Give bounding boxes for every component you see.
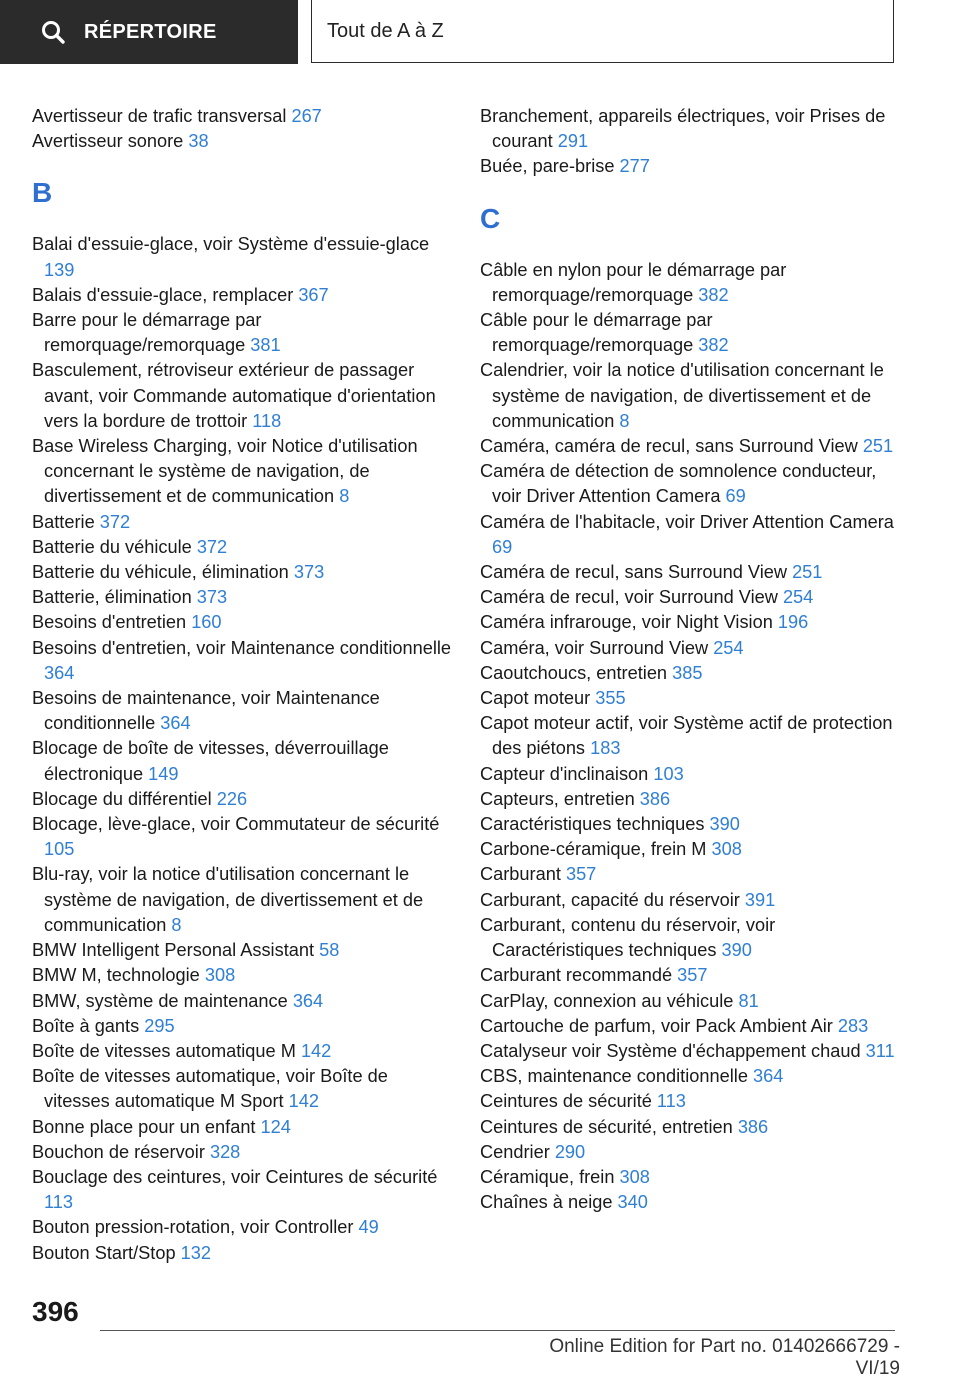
index-entry <box>480 1190 900 1215</box>
page-link[interactable]: 291 <box>557 131 589 152</box>
page-link[interactable]: 386 <box>737 1116 769 1137</box>
index-entry <box>480 1014 900 1039</box>
index-entry-text: BMW M, technologie <box>32 965 200 986</box>
index-entry-text: Buée, pare-brise <box>480 156 615 177</box>
page-link[interactable]: 308 <box>711 839 742 860</box>
page-link[interactable]: 226 <box>216 788 248 809</box>
page-link[interactable]: 105 <box>44 839 75 860</box>
page-link[interactable]: 267 <box>291 106 322 126</box>
index-entry <box>480 510 900 560</box>
page-link[interactable]: 160 <box>191 612 222 633</box>
index-entry-text: Blocage, lève-glace, voir Commutateur de sécurité <box>32 814 440 835</box>
page-link[interactable]: 391 <box>744 889 776 910</box>
index-entry <box>480 1039 900 1064</box>
index-entry-text: Blocage du différentiel <box>32 788 212 809</box>
page-link[interactable]: 69 <box>725 486 746 507</box>
index-entry-text: Caméra de détection de somnolence conducteur, voir Driver Attention Camera <box>480 461 877 507</box>
index-entry-text: BMW Intelligent Personal Assistant <box>32 940 315 961</box>
index-entry-text: Ceintures de sécurité <box>480 1091 652 1112</box>
index-entry <box>480 636 900 661</box>
page-link[interactable]: 132 <box>180 1242 211 1263</box>
index-entry-text: Caméra, voir Surround View <box>480 637 709 658</box>
page-link[interactable]: 196 <box>777 612 809 633</box>
page-link[interactable]: 113 <box>44 1192 73 1213</box>
footer-edition: Online Edition for Part no. 01402666729 - VI/19 <box>549 1336 900 1379</box>
section-letter: B <box>32 177 53 209</box>
index-entry <box>480 837 900 862</box>
index-entry-text: BMW, système de maintenance <box>32 990 288 1011</box>
index-entry <box>32 434 452 510</box>
index-entry <box>32 560 452 585</box>
header-bar <box>0 0 960 66</box>
index-entry <box>32 1165 452 1215</box>
index-entry-text: Balais d'essuie-glace, remplacer <box>32 284 294 305</box>
index-entry-text: Caméra de recul, voir Surround View <box>480 587 778 608</box>
page-link[interactable]: 385 <box>672 662 703 683</box>
page-link[interactable]: 254 <box>713 637 744 658</box>
page-link[interactable]: 58 <box>319 940 340 961</box>
page-link[interactable]: 251 <box>862 436 894 457</box>
index-entry-text: Cendrier <box>480 1141 550 1162</box>
page-link[interactable]: 183 <box>590 738 621 759</box>
section-letter: C <box>480 202 501 234</box>
page-link[interactable]: 69 <box>492 536 513 557</box>
index-entry <box>480 1115 900 1140</box>
index-entry-text: Carburant, contenu du réservoir, voir Caractéristiques techniques <box>480 914 776 961</box>
page-link[interactable]: 372 <box>196 536 228 557</box>
index-entry-text: Câble pour le démarrage par remorquage/remorquage <box>480 310 713 356</box>
index-entry-text: Avertisseur sonore <box>32 131 184 152</box>
page-link[interactable]: 308 <box>619 1166 650 1187</box>
index-entry-text: Caméra de l'habitacle, voir Driver Attention Camera <box>480 511 894 532</box>
index-entry-text: Capteur d'inclinaison <box>480 763 649 784</box>
index-entry <box>32 535 452 560</box>
page-link[interactable]: 328 <box>209 1141 241 1162</box>
index-entry-text: Balai d'essuie-glace, voir Système d'essuie-glace <box>32 234 430 255</box>
index-entry <box>32 787 452 812</box>
index-entry <box>480 1064 900 1089</box>
index-entry <box>32 510 452 535</box>
index-entry <box>32 104 452 129</box>
page-link[interactable]: 386 <box>639 788 671 809</box>
index-entry-text: Batterie, élimination <box>32 587 192 608</box>
page-link[interactable]: 8 <box>171 914 182 935</box>
index-entry-text: Capot moteur actif, voir Système actif de protection des piétons <box>480 713 893 759</box>
page-link[interactable]: 390 <box>709 814 740 835</box>
page-link[interactable]: 373 <box>196 587 228 608</box>
index-entry <box>32 938 452 963</box>
index-entry-text: Besoins d'entretien <box>32 612 187 633</box>
index-entry <box>32 232 452 282</box>
index-entry <box>480 862 900 887</box>
index-entry <box>480 610 900 635</box>
index-entry-text: Base Wireless Charging, voir Notice d'utilisation concernant le système de navigation, de divertissement et de communication <box>32 436 418 507</box>
index-entry <box>480 104 900 154</box>
page-link[interactable]: 139 <box>44 259 75 280</box>
index-entry <box>32 636 452 686</box>
index-entry-text: Calendrier, voir la notice d'utilisation concernant le système de navigation, de divertissement et de communication <box>480 360 884 431</box>
index-entry <box>480 308 900 358</box>
page-number: 396 <box>32 1296 79 1327</box>
page-link[interactable]: 295 <box>144 1015 175 1036</box>
index-entry-text: Cartouche de parfum, voir Pack Ambient Air <box>480 1015 833 1036</box>
index-entry <box>32 1064 452 1114</box>
page-link[interactable]: 311 <box>865 1040 895 1061</box>
index-entry-text: Barre pour le démarrage par remorquage/remorquage <box>32 310 262 356</box>
index-entry-text: Carburant <box>480 864 561 885</box>
page-link[interactable]: 364 <box>44 662 75 683</box>
page-link[interactable]: 103 <box>653 763 684 784</box>
index-entry <box>480 812 900 837</box>
index-entry <box>480 661 900 686</box>
index-entry-text: Caméra infrarouge, voir Night Vision <box>480 612 773 633</box>
page-link[interactable]: 8 <box>339 486 350 507</box>
index-entry-text: Caméra, caméra de recul, sans Surround View <box>480 436 858 457</box>
index-entry <box>32 1215 452 1240</box>
index-entry-text: Bonne place pour un enfant <box>32 1116 256 1137</box>
page-link[interactable]: 49 <box>358 1217 379 1238</box>
index-entry-text: Capteurs, entretien <box>480 788 635 809</box>
page-link[interactable]: 355 <box>595 688 626 709</box>
index-entry-text: Blu-ray, voir la notice d'utilisation concernant le système de navigation, de divertissement et de communication <box>32 864 424 935</box>
index-entry-text: Bouton Start/Stop <box>32 1242 176 1263</box>
footer-rule <box>100 1330 895 1331</box>
page-link[interactable]: 254 <box>782 587 814 608</box>
page-link[interactable]: 38 <box>188 131 209 152</box>
page-link[interactable]: 113 <box>656 1091 686 1112</box>
page-link[interactable]: 357 <box>677 965 708 986</box>
index-entry-text: Carbone-céramique, frein M <box>480 839 707 860</box>
page-link[interactable]: 81 <box>738 990 759 1011</box>
index-entry <box>480 762 900 787</box>
index-entry <box>32 610 452 635</box>
page-link[interactable]: 308 <box>204 965 236 986</box>
index-entry <box>480 1089 900 1114</box>
page-link[interactable]: 340 <box>617 1192 648 1213</box>
index-entry <box>32 989 452 1014</box>
index-entry-text: Carburant recommandé <box>480 965 673 986</box>
index-entry <box>480 711 900 761</box>
index-entry <box>480 913 900 963</box>
index-entry <box>32 1039 452 1064</box>
index-entry <box>32 129 452 154</box>
page-link[interactable]: 364 <box>753 1066 784 1087</box>
tab-directory-label: RÉPERTOIRE <box>84 20 217 43</box>
index-entry <box>480 787 900 812</box>
index-entry-text: Caoutchoucs, entretien <box>480 662 668 683</box>
page-link[interactable]: 373 <box>293 562 325 583</box>
search-icon <box>40 19 66 45</box>
index-entry-text: Chaînes à neige <box>480 1192 613 1213</box>
page-link[interactable]: 118 <box>252 410 282 431</box>
tab-a-to-z[interactable] <box>311 0 894 63</box>
index-entry-text: Céramique, frein <box>480 1166 615 1187</box>
index-entry <box>480 1165 900 1190</box>
index-entry-text: Boîte à gants <box>32 1015 140 1036</box>
page-link[interactable]: 381 <box>250 335 281 356</box>
page-link[interactable]: 290 <box>554 1141 586 1162</box>
page-link[interactable]: 149 <box>148 763 179 784</box>
index-entry <box>480 434 900 459</box>
page-link[interactable]: 8 <box>619 410 630 431</box>
index-entry <box>32 963 452 988</box>
index-entry-text: Besoins d'entretien, voir Maintenance conditionnelle <box>32 637 452 658</box>
index-entry <box>32 1014 452 1039</box>
page-link[interactable]: 364 <box>160 713 191 734</box>
index-entry-text: Batterie du véhicule <box>32 536 192 557</box>
index-entry <box>32 1241 452 1266</box>
index-entry-text: CBS, maintenance conditionnelle <box>480 1066 748 1087</box>
page-link[interactable]: 142 <box>288 1091 320 1112</box>
index-entry-text: CarPlay, connexion au véhicule <box>480 990 734 1011</box>
page-link[interactable]: 124 <box>260 1116 291 1137</box>
index-entry-text: Avertisseur de trafic transversal <box>32 106 287 126</box>
page-link[interactable]: 277 <box>619 156 650 177</box>
index-entry <box>480 989 900 1014</box>
index-entry <box>32 358 452 434</box>
page-link[interactable]: 357 <box>565 864 597 885</box>
index-entry <box>480 686 900 711</box>
index-entry-text: Câble en nylon pour le démarrage par remorquage/remorquage <box>480 259 787 305</box>
index-entry <box>32 308 452 358</box>
index-entry <box>32 1115 452 1140</box>
index-entry-text: Boîte de vitesses automatique M <box>32 1040 296 1061</box>
index-column-right <box>480 104 900 1215</box>
index-entry-text: Blocage de boîte de vitesses, déverrouillage électronique <box>32 738 389 784</box>
page-link[interactable]: 251 <box>792 562 823 583</box>
index-entry <box>480 459 900 509</box>
index-entry <box>480 258 900 308</box>
index-entry-text: Batterie <box>32 511 95 532</box>
index-entry <box>480 1140 900 1165</box>
page-link[interactable]: 390 <box>721 940 752 961</box>
index-entry-text: Bouchon de réservoir <box>32 1141 205 1162</box>
page-link[interactable]: 367 <box>298 284 329 305</box>
index-entry-text: Basculement, rétroviseur extérieur de passager avant, voir Commande automatique d'orientation vers la bordure de trottoir <box>32 360 436 431</box>
index-entry-text: Carburant, capacité du réservoir <box>480 889 740 910</box>
index-entry <box>32 686 452 736</box>
page-link[interactable]: 372 <box>99 511 131 532</box>
index-entry-text: Bouclage des ceintures, voir Ceintures de sécurité <box>32 1166 438 1187</box>
index-entry <box>32 1140 452 1165</box>
page-link[interactable]: 382 <box>698 284 729 305</box>
index-entry <box>480 560 900 585</box>
page-link[interactable]: 283 <box>837 1015 869 1036</box>
index-entry-text: Batterie du véhicule, élimination <box>32 562 289 583</box>
index-entry <box>32 585 452 610</box>
index-entry <box>32 283 452 308</box>
index-entry-text: Caractéristiques techniques <box>480 814 705 835</box>
index-entry-text: Catalyseur voir Système d'échappement chaud <box>480 1040 861 1061</box>
index-entry-text: Bouton pression-rotation, voir Controller <box>32 1217 354 1238</box>
page-link[interactable]: 364 <box>292 990 324 1011</box>
page-link[interactable]: 382 <box>698 335 729 356</box>
index-entry <box>32 862 452 938</box>
index-entry-text: Ceintures de sécurité, entretien <box>480 1116 733 1137</box>
index-entry-text: Besoins de maintenance, voir Maintenance conditionnelle <box>32 688 380 734</box>
index-entry <box>480 888 900 913</box>
index-entry <box>480 358 900 434</box>
index-entry <box>480 585 900 610</box>
index-entry-text: Caméra de recul, sans Surround View <box>480 562 787 583</box>
index-entry-text: Boîte de vitesses automatique, voir Boîte de vitesses automatique M Sport <box>32 1066 388 1112</box>
index-entry-text: Capot moteur <box>480 688 591 709</box>
index-column-left <box>32 104 452 1266</box>
index-entry-text: Branchement, appareils électriques, voir Prises de courant <box>480 106 886 152</box>
tab-directory[interactable] <box>0 0 298 64</box>
tab-a-to-z-label: Tout de A à Z <box>327 19 444 42</box>
index-entry <box>32 736 452 786</box>
index-entry <box>480 963 900 988</box>
index-entry <box>480 154 900 179</box>
index-entry <box>32 812 452 862</box>
page-link[interactable]: 142 <box>300 1040 332 1061</box>
